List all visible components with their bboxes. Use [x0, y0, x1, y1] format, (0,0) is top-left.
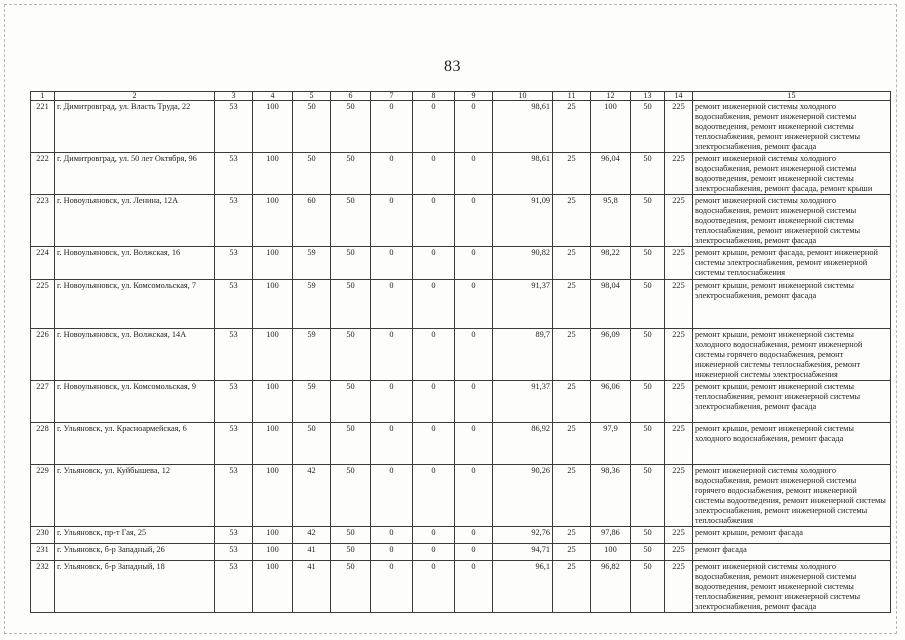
- value-cell: 50: [631, 527, 665, 544]
- column-number: 11: [553, 92, 591, 101]
- value-cell: 91,37: [493, 381, 553, 423]
- value-cell: 98,61: [493, 101, 553, 153]
- value-cell: 50: [293, 153, 331, 195]
- value-cell: 0: [413, 153, 455, 195]
- column-number: 6: [331, 92, 371, 101]
- value-cell: 25: [553, 280, 591, 329]
- table-row: [31, 561, 891, 613]
- value-cell: 50: [331, 280, 371, 329]
- value-cell: 53: [215, 195, 253, 247]
- value-cell: 97,86: [591, 527, 631, 544]
- value-cell: 25: [553, 381, 591, 423]
- value-cell: 0: [455, 423, 493, 465]
- value-cell: 53: [215, 280, 253, 329]
- works-cell: ремонт инженерной системы холодного водоснабжения, ремонт инженерной системы горячего водоснабжения, ремонт инженерной системы водоотведения, ремонт инженерной системы электроснабжения, ремонт инженерной системы теплоснабжения: [693, 465, 891, 527]
- value-cell: 0: [371, 544, 413, 561]
- value-cell: 53: [215, 544, 253, 561]
- value-cell: 98,04: [591, 280, 631, 329]
- row-number: 224: [31, 247, 55, 280]
- value-cell: 100: [253, 247, 293, 280]
- works-cell: ремонт крыши, ремонт инженерной системы холодного водоснабжения, ремонт инженерной системы горячего водоснабжения, ремонт инженерной системы теплоснабжения, ремонт инженерной системы электроснабжения: [693, 329, 891, 381]
- table-row: [31, 329, 891, 381]
- value-cell: 0: [371, 280, 413, 329]
- address-cell: г. Новоульяновск, ул. Ленина, 12А: [55, 195, 215, 247]
- address-cell: г. Ульяновск, б-р Западный, 18: [55, 561, 215, 613]
- value-cell: 95,8: [591, 195, 631, 247]
- table-row: [31, 247, 891, 280]
- column-number: 12: [591, 92, 631, 101]
- value-cell: 25: [553, 101, 591, 153]
- value-cell: 25: [553, 527, 591, 544]
- value-cell: 50: [331, 101, 371, 153]
- row-number: 228: [31, 423, 55, 465]
- value-cell: 0: [371, 153, 413, 195]
- value-cell: 225: [665, 527, 693, 544]
- column-number: 15: [693, 92, 891, 101]
- row-number: 223: [31, 195, 55, 247]
- value-cell: 96,04: [591, 153, 631, 195]
- address-cell: г. Новоульяновск, ул. Волжская, 16: [55, 247, 215, 280]
- value-cell: 0: [455, 381, 493, 423]
- value-cell: 0: [455, 544, 493, 561]
- table-row: [31, 544, 891, 561]
- value-cell: 53: [215, 101, 253, 153]
- value-cell: 25: [553, 544, 591, 561]
- value-cell: 0: [455, 247, 493, 280]
- value-cell: 50: [331, 561, 371, 613]
- value-cell: 50: [631, 153, 665, 195]
- value-cell: 50: [331, 423, 371, 465]
- value-cell: 225: [665, 381, 693, 423]
- value-cell: 25: [553, 561, 591, 613]
- works-cell: ремонт крыши, ремонт инженерной системы холодного водоснабжения, ремонт фасада: [693, 423, 891, 465]
- value-cell: 0: [455, 195, 493, 247]
- value-cell: 50: [631, 280, 665, 329]
- value-cell: 59: [293, 280, 331, 329]
- value-cell: 25: [553, 247, 591, 280]
- column-number: 7: [371, 92, 413, 101]
- value-cell: 50: [331, 381, 371, 423]
- value-cell: 0: [455, 329, 493, 381]
- value-cell: 0: [455, 101, 493, 153]
- value-cell: 89,7: [493, 329, 553, 381]
- row-number: 221: [31, 101, 55, 153]
- value-cell: 0: [455, 153, 493, 195]
- address-cell: г. Димитровград, ул. 50 лет Октября, 96: [55, 153, 215, 195]
- value-cell: 41: [293, 544, 331, 561]
- column-number: 4: [253, 92, 293, 101]
- value-cell: 0: [413, 544, 455, 561]
- address-cell: г. Ульяновск, ул. Красноармейская, 6: [55, 423, 215, 465]
- value-cell: 0: [413, 101, 455, 153]
- value-cell: 0: [371, 247, 413, 280]
- address-cell: г. Ульяновск, пр-т Гая, 25: [55, 527, 215, 544]
- value-cell: 96,06: [591, 381, 631, 423]
- value-cell: 86,92: [493, 423, 553, 465]
- value-cell: 91,37: [493, 280, 553, 329]
- value-cell: 53: [215, 561, 253, 613]
- value-cell: 100: [253, 195, 293, 247]
- value-cell: 100: [591, 544, 631, 561]
- column-number: 2: [55, 92, 215, 101]
- value-cell: 59: [293, 329, 331, 381]
- table-row: [31, 423, 891, 465]
- address-cell: г. Ульяновск, б-р Западный, 26: [55, 544, 215, 561]
- value-cell: 0: [455, 465, 493, 527]
- column-number: 3: [215, 92, 253, 101]
- value-cell: 0: [371, 465, 413, 527]
- value-cell: 0: [413, 280, 455, 329]
- value-cell: 100: [253, 381, 293, 423]
- row-number: 226: [31, 329, 55, 381]
- table-row: [31, 153, 891, 195]
- value-cell: 225: [665, 195, 693, 247]
- value-cell: 53: [215, 527, 253, 544]
- table-row: [31, 101, 891, 153]
- value-cell: 98,22: [591, 247, 631, 280]
- value-cell: 98,36: [591, 465, 631, 527]
- value-cell: 100: [253, 101, 293, 153]
- value-cell: 92,76: [493, 527, 553, 544]
- works-cell: ремонт фасада: [693, 544, 891, 561]
- value-cell: 225: [665, 101, 693, 153]
- value-cell: 100: [253, 465, 293, 527]
- value-cell: 97,9: [591, 423, 631, 465]
- column-number: 5: [293, 92, 331, 101]
- value-cell: 0: [413, 195, 455, 247]
- value-cell: 0: [413, 561, 455, 613]
- row-number: 231: [31, 544, 55, 561]
- value-cell: 59: [293, 247, 331, 280]
- value-cell: 50: [331, 544, 371, 561]
- value-cell: 25: [553, 465, 591, 527]
- value-cell: 100: [591, 101, 631, 153]
- value-cell: 225: [665, 544, 693, 561]
- value-cell: 50: [331, 329, 371, 381]
- address-cell: г. Новоульяновск, ул. Волжская, 14А: [55, 329, 215, 381]
- works-cell: ремонт крыши, ремонт инженерной системы теплоснабжения, ремонт инженерной системы электроснабжения, ремонт фасада: [693, 381, 891, 423]
- value-cell: 50: [331, 195, 371, 247]
- value-cell: 225: [665, 329, 693, 381]
- value-cell: 53: [215, 381, 253, 423]
- value-cell: 0: [371, 381, 413, 423]
- row-number: 227: [31, 381, 55, 423]
- row-number: 225: [31, 280, 55, 329]
- value-cell: 96,1: [493, 561, 553, 613]
- value-cell: 42: [293, 527, 331, 544]
- value-cell: 225: [665, 465, 693, 527]
- value-cell: 225: [665, 280, 693, 329]
- value-cell: 59: [293, 381, 331, 423]
- value-cell: 100: [253, 329, 293, 381]
- works-cell: ремонт крыши, ремонт инженерной системы электроснабжения, ремонт фасада: [693, 280, 891, 329]
- works-cell: ремонт инженерной системы холодного водоснабжения, ремонт инженерной системы водоотведения, ремонт инженерной системы теплоснабжения, ремонт инженерной системы электроснабжения, ремонт фасада: [693, 561, 891, 613]
- value-cell: 50: [631, 381, 665, 423]
- value-cell: 50: [631, 195, 665, 247]
- value-cell: 0: [413, 527, 455, 544]
- value-cell: 96,82: [591, 561, 631, 613]
- column-number: 9: [455, 92, 493, 101]
- value-cell: 53: [215, 465, 253, 527]
- row-number: 232: [31, 561, 55, 613]
- value-cell: 50: [331, 527, 371, 544]
- value-cell: 100: [253, 527, 293, 544]
- column-number-row: [31, 92, 891, 101]
- address-cell: г. Новоульяновск, ул. Комсомольская, 9: [55, 381, 215, 423]
- value-cell: 96,09: [591, 329, 631, 381]
- column-number: 13: [631, 92, 665, 101]
- column-number: 10: [493, 92, 553, 101]
- column-number: 14: [665, 92, 693, 101]
- value-cell: 50: [631, 465, 665, 527]
- table-row: [31, 280, 891, 329]
- value-cell: 25: [553, 329, 591, 381]
- value-cell: 25: [553, 423, 591, 465]
- value-cell: 50: [293, 423, 331, 465]
- value-cell: 60: [293, 195, 331, 247]
- value-cell: 225: [665, 247, 693, 280]
- works-cell: ремонт инженерной системы холодного водоснабжения, ремонт инженерной системы водоотведения, ремонт инженерной системы теплоснабжения, ремонт инженерной системы электроснабжения, ремонт фасада: [693, 101, 891, 153]
- value-cell: 50: [631, 329, 665, 381]
- table-row: [31, 527, 891, 544]
- value-cell: 94,71: [493, 544, 553, 561]
- value-cell: 0: [455, 280, 493, 329]
- table-row: [31, 381, 891, 423]
- value-cell: 0: [455, 527, 493, 544]
- value-cell: 91,09: [493, 195, 553, 247]
- value-cell: 100: [253, 561, 293, 613]
- address-cell: г. Новоульяновск, ул. Комсомольская, 7: [55, 280, 215, 329]
- table-body: [31, 101, 891, 613]
- value-cell: 225: [665, 561, 693, 613]
- page-number: 83: [444, 58, 461, 75]
- works-cell: ремонт крыши, ремонт фасада: [693, 527, 891, 544]
- value-cell: 0: [455, 561, 493, 613]
- value-cell: 25: [553, 153, 591, 195]
- value-cell: 50: [631, 561, 665, 613]
- table-row: [31, 195, 891, 247]
- value-cell: 0: [371, 195, 413, 247]
- value-cell: 98,61: [493, 153, 553, 195]
- value-cell: 0: [413, 247, 455, 280]
- row-number: 222: [31, 153, 55, 195]
- works-cell: ремонт инженерной системы холодного водоснабжения, ремонт инженерной системы водоотведения, ремонт инженерной системы теплоснабжения, ремонт инженерной системы электроснабжения, ремонт фасада: [693, 195, 891, 247]
- value-cell: 100: [253, 153, 293, 195]
- value-cell: 0: [371, 561, 413, 613]
- value-cell: 50: [631, 423, 665, 465]
- value-cell: 100: [253, 544, 293, 561]
- value-cell: 0: [371, 527, 413, 544]
- value-cell: 50: [631, 247, 665, 280]
- row-number: 229: [31, 465, 55, 527]
- value-cell: 41: [293, 561, 331, 613]
- value-cell: 50: [331, 153, 371, 195]
- value-cell: 225: [665, 423, 693, 465]
- value-cell: 50: [331, 465, 371, 527]
- value-cell: 53: [215, 247, 253, 280]
- row-number: 230: [31, 527, 55, 544]
- value-cell: 0: [413, 329, 455, 381]
- value-cell: 25: [553, 195, 591, 247]
- value-cell: 50: [631, 101, 665, 153]
- value-cell: 50: [631, 544, 665, 561]
- value-cell: 0: [371, 423, 413, 465]
- value-cell: 42: [293, 465, 331, 527]
- address-cell: г. Димитровград, ул. Власть Труда, 22: [55, 101, 215, 153]
- column-number: 8: [413, 92, 455, 101]
- value-cell: 50: [331, 247, 371, 280]
- repair-program-table: [30, 91, 891, 613]
- value-cell: 53: [215, 329, 253, 381]
- value-cell: 0: [371, 101, 413, 153]
- value-cell: 0: [371, 329, 413, 381]
- column-number: 1: [31, 92, 55, 101]
- value-cell: 0: [413, 381, 455, 423]
- value-cell: 100: [253, 423, 293, 465]
- value-cell: 90,26: [493, 465, 553, 527]
- value-cell: 53: [215, 423, 253, 465]
- value-cell: 225: [665, 153, 693, 195]
- value-cell: 90,82: [493, 247, 553, 280]
- address-cell: г. Ульяновск, ул. Куйбышева, 12: [55, 465, 215, 527]
- table-row: [31, 465, 891, 527]
- works-cell: ремонт крыши, ремонт фасада, ремонт инженерной системы электроснабжения, ремонт инженерной системы теплоснабжения: [693, 247, 891, 280]
- value-cell: 0: [413, 465, 455, 527]
- value-cell: 100: [253, 280, 293, 329]
- value-cell: 50: [293, 101, 331, 153]
- value-cell: 53: [215, 153, 253, 195]
- value-cell: 0: [413, 423, 455, 465]
- works-cell: ремонт инженерной системы холодного водоснабжения, ремонт инженерной системы водоотведения, ремонт инженерной системы электроснабжения, ремонт фасада, ремонт крыши: [693, 153, 891, 195]
